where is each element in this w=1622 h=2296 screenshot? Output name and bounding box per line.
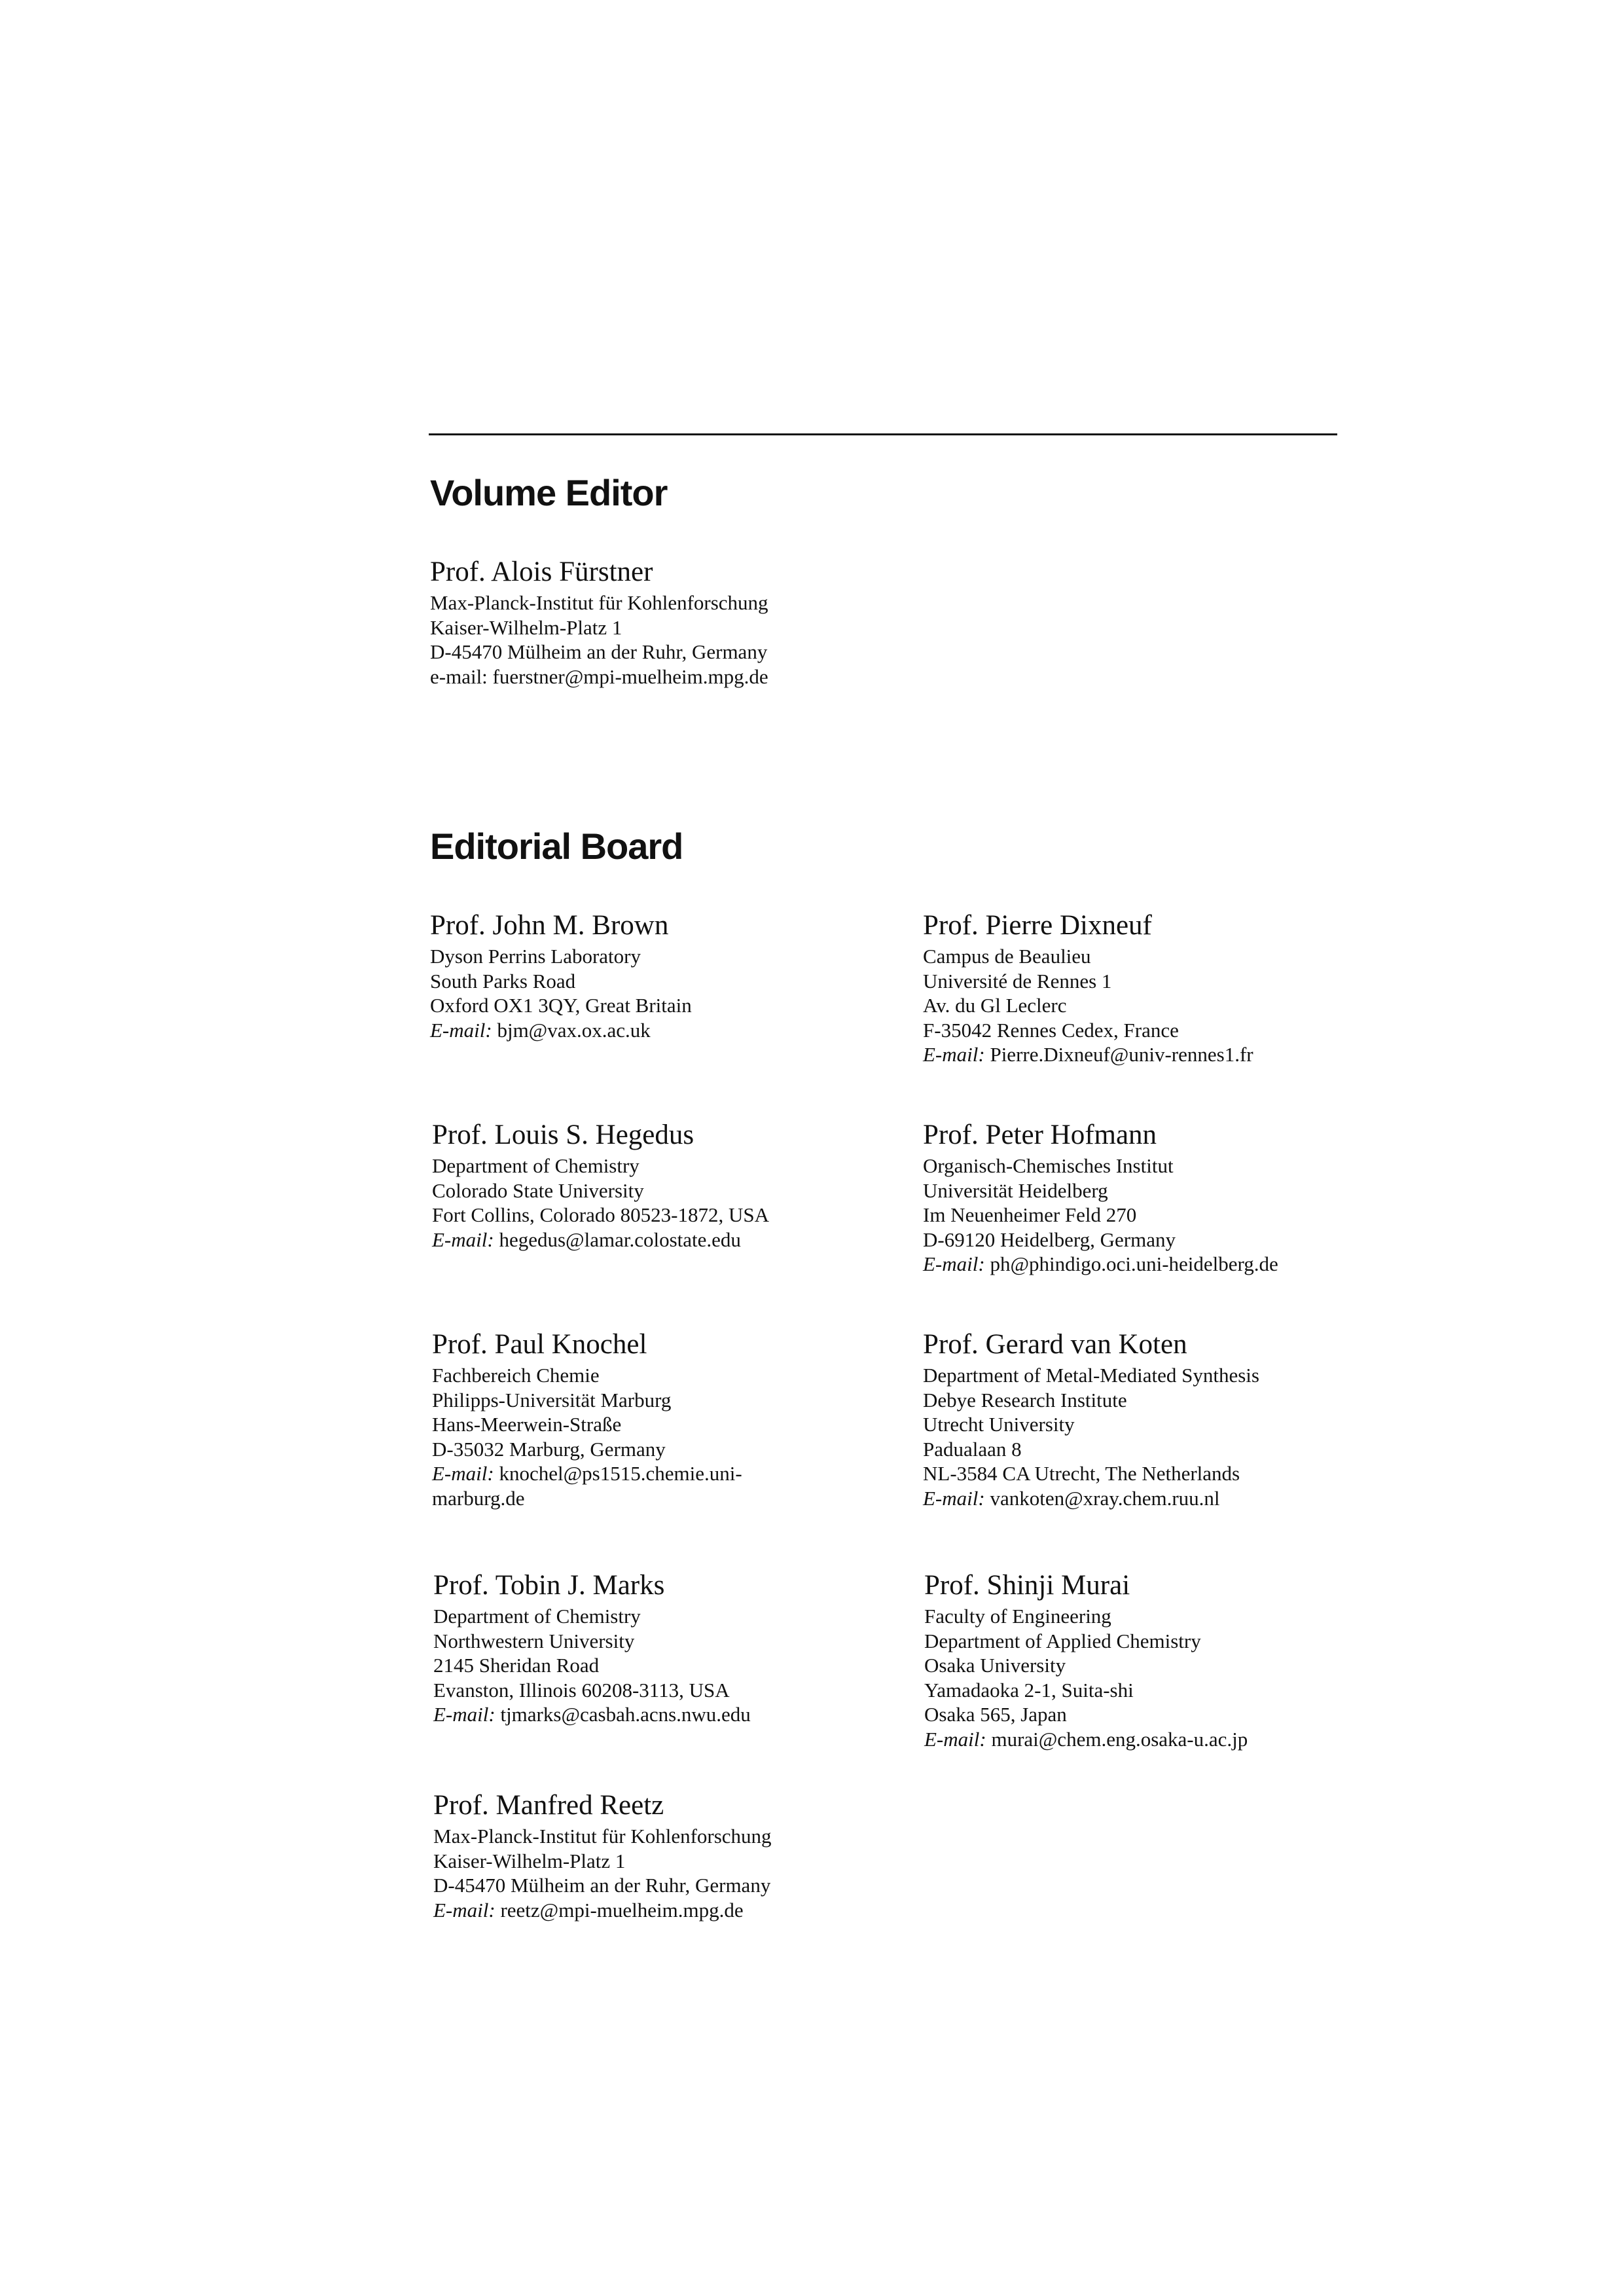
volume-editor-heading: Volume Editor (430, 472, 668, 513)
address-line: Fachbereich Chemie (432, 1364, 600, 1387)
board-member-entry (924, 1570, 1248, 1751)
address-line: Av. du Gl Leclerc (923, 994, 1067, 1017)
email-label: E-mail: (923, 1252, 985, 1275)
member-name: Prof. Tobin J. Marks (433, 1570, 665, 1601)
address-line: Hans-Meerwein-Straße (432, 1413, 622, 1436)
address-line: 2145 Sheridan Road (433, 1654, 600, 1677)
address-line: Oxford OX1 3QY, Great Britain (430, 994, 692, 1017)
email-address: hegedus@lamar.colostate.edu (499, 1228, 741, 1251)
address-line: Max-Planck-Institut für Kohlenforschung (430, 591, 768, 614)
email-label: E-mail: (432, 1462, 494, 1485)
member-name: Prof. Pierre Dixneuf (923, 910, 1152, 941)
address-line: Fort Collins, Colorado 80523-1872, USA (432, 1203, 769, 1226)
address-line: Im Neuenheimer Feld 270 (923, 1203, 1137, 1226)
member-name: Prof. Louis S. Hegedus (432, 1120, 694, 1150)
address-line: Yamadaoka 2-1, Suita-shi (924, 1678, 1134, 1702)
email-address: tjmarks@casbah.acns.nwu.edu (500, 1703, 751, 1726)
email-address: bjm@vax.ox.ac.uk (497, 1018, 651, 1042)
editor-name: Prof. Alois Fürstner (430, 556, 653, 587)
email-address: reetz@mpi-muelheim.mpg.de (500, 1898, 744, 1922)
email-line (923, 1042, 1253, 1067)
address-line: Department of Chemistry (433, 1605, 641, 1628)
member-name: Prof. John M. Brown (430, 910, 669, 941)
editorial-board-heading: Editorial Board (430, 826, 683, 867)
email-line (923, 1486, 1259, 1511)
email-line: e-mail: fuerstner@mpi-muelheim.mpg.de (430, 665, 768, 688)
email-label: E-mail: (433, 1898, 496, 1922)
email-line (924, 1727, 1248, 1752)
address-line: Department of Applied Chemistry (924, 1629, 1201, 1652)
member-name: Prof. Peter Hofmann (923, 1120, 1157, 1150)
board-member-entry (433, 1570, 751, 1727)
address-line: Department of Chemistry (432, 1154, 640, 1177)
email-line (430, 1018, 692, 1043)
email-address: ph@phindigo.oci.uni-heidelberg.de (990, 1252, 1278, 1275)
address-line: Kaiser-Wilhelm-Platz 1 (433, 1849, 626, 1872)
member-name: Prof. Gerard van Koten (923, 1329, 1187, 1360)
address-line: Osaka University (924, 1654, 1066, 1677)
email-address: Pierre.Dixneuf@univ-rennes1.fr (990, 1043, 1253, 1066)
email-label: E-mail: (923, 1043, 985, 1066)
address-line: NL-3584 CA Utrecht, The Netherlands (923, 1462, 1240, 1485)
email-label: E-mail: (924, 1727, 986, 1751)
board-member-entry (432, 1329, 742, 1510)
address-line: Evanston, Illinois 60208-3113, USA (433, 1678, 730, 1702)
address-line: Osaka 565, Japan (924, 1703, 1067, 1726)
email-address: murai@chem.eng.osaka-u.ac.jp (991, 1727, 1248, 1751)
member-name: Prof. Shinji Murai (924, 1570, 1130, 1601)
email-label: E-mail: (432, 1228, 494, 1251)
board-member-entry (923, 910, 1253, 1067)
address-line: Université de Rennes 1 (923, 969, 1112, 993)
email-label: E-mail: (430, 1018, 492, 1042)
address-line: Northwestern University (433, 1629, 635, 1652)
top-rule (429, 433, 1337, 435)
address-line: South Parks Road (430, 969, 576, 993)
address-line: Max-Planck-Institut für Kohlenforschung (433, 1825, 772, 1848)
board-member-entry (433, 1790, 772, 1922)
address-line: Universität Heidelberg (923, 1178, 1108, 1202)
address-line: D-45470 Mülheim an der Ruhr, Germany (433, 1874, 771, 1897)
address-line: Campus de Beaulieu (923, 945, 1091, 968)
board-member-entry (432, 1120, 769, 1252)
address-line: Organisch-Chemisches Institut (923, 1154, 1174, 1177)
address-line: Department of Metal-Mediated Synthesis (923, 1364, 1259, 1387)
email-address: vankoten@xray.chem.ruu.nl (990, 1486, 1220, 1510)
address-line: Kaiser-Wilhelm-Platz 1 (430, 615, 622, 639)
email-label: E-mail: (923, 1486, 985, 1510)
volume-editor-entry (430, 556, 768, 689)
member-name: Prof. Manfred Reetz (433, 1790, 664, 1821)
address-line: Faculty of Engineering (924, 1605, 1111, 1628)
email-line (433, 1702, 751, 1727)
address-line: D-69120 Heidelberg, Germany (923, 1228, 1176, 1251)
email-line (433, 1898, 772, 1923)
address-line: D-45470 Mülheim an der Ruhr, Germany (430, 640, 768, 663)
address-line: F-35042 Rennes Cedex, France (923, 1018, 1179, 1042)
board-member-entry (923, 1329, 1259, 1510)
address-line: Dyson Perrins Laboratory (430, 945, 641, 968)
address-line: Utrecht University (923, 1413, 1075, 1436)
email-line (432, 1461, 742, 1486)
address-line: Philipps-Universität Marburg (432, 1388, 672, 1412)
email-line (432, 1228, 769, 1252)
board-member-entry (923, 1120, 1278, 1277)
member-name: Prof. Paul Knochel (432, 1329, 647, 1360)
email-label: E-mail: (433, 1703, 496, 1726)
address-line: Debye Research Institute (923, 1388, 1127, 1412)
board-member-entry (430, 910, 692, 1042)
address-line: Padualaan 8 (923, 1437, 1022, 1461)
email-continuation: marburg.de (432, 1486, 525, 1510)
email-line (923, 1252, 1278, 1277)
email-address: knochel@ps1515.chemie.uni- (499, 1462, 742, 1485)
address-line: D-35032 Marburg, Germany (432, 1437, 666, 1461)
address-line: Colorado State University (432, 1178, 644, 1202)
